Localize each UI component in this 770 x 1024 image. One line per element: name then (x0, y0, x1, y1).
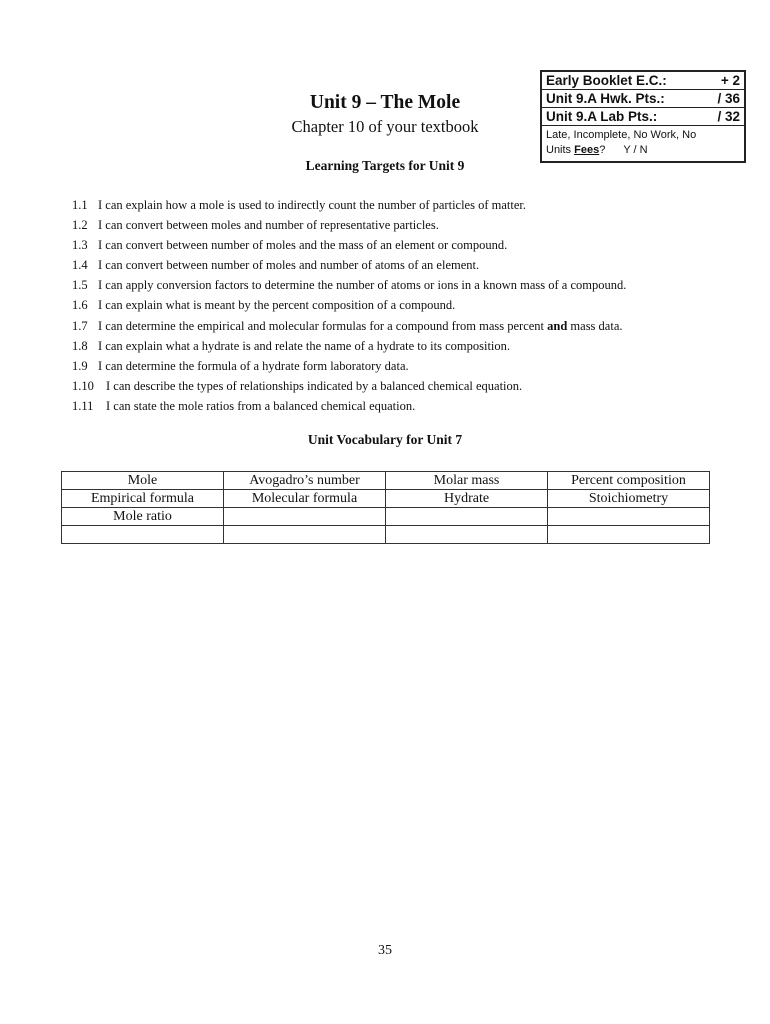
target-number: 1.4 (72, 258, 88, 273)
target-item (72, 215, 722, 235)
target-text: I can explain what a hydrate is and relate the name of a hydrate to its composition. (98, 338, 511, 353)
target-item (72, 376, 722, 396)
target-text: I can explain how a mole is used to indirectly count the number of particles of matter. (98, 198, 526, 212)
target-number: 1.11 (72, 398, 94, 413)
table-row (62, 508, 710, 526)
homework-points-label: Unit 9.A Hwk. Pts.: (546, 91, 665, 106)
vocab-cell: Empirical formula (62, 490, 224, 508)
late-note-question: ? (599, 144, 606, 156)
early-booklet-label: Early Booklet E.C.: (546, 73, 667, 88)
target-text: I can apply conversion factors to determine the number of atoms or ions in a known mass of a compound. (98, 278, 627, 293)
lab-points-value: / 32 (717, 109, 740, 124)
target-text: I can explain what is meant by the percent composition of a compound. (98, 298, 456, 313)
target-item (72, 255, 722, 275)
learning-targets-list (72, 195, 722, 416)
table-row (62, 490, 710, 508)
page-title: Unit 9 – The Mole (309, 92, 461, 113)
vocab-cell (548, 526, 710, 544)
late-note-line2 (546, 143, 740, 158)
target-item (72, 235, 722, 255)
vocab-cell: Molecular formula (224, 490, 386, 508)
late-note-line1: Late, Incomplete, No Work, No (546, 129, 697, 141)
target-item (72, 295, 722, 315)
table-row (62, 526, 710, 544)
lab-points-row (542, 108, 744, 126)
vocab-cell: Molar mass (386, 472, 548, 490)
yes-no-choice: Y / N (623, 144, 648, 156)
target-text: I can convert between moles and number of representative particles. (98, 218, 439, 233)
points-box (540, 70, 746, 163)
target-item (72, 356, 722, 376)
target-text: I can convert between number of moles and the mass of an element or compound. (98, 238, 508, 253)
vocab-cell: Stoichiometry (548, 490, 710, 508)
target-item (72, 316, 722, 336)
page-subtitle: Chapter 10 of your textbook (291, 117, 479, 136)
page-number: 35 (378, 943, 392, 958)
homework-points-value: / 36 (717, 91, 740, 106)
target-text: I can state the mole ratios from a balanced chemical equation. (106, 398, 416, 413)
late-note-fees: Fees (574, 144, 600, 156)
target-number: 1.1 (72, 198, 88, 212)
target-number: 1.2 (72, 218, 88, 233)
target-text-after: mass data. (567, 318, 623, 333)
target-number: 1.6 (72, 298, 88, 313)
vocab-cell: Mole ratio (62, 508, 224, 526)
vocab-cell (62, 526, 224, 544)
early-booklet-value: + 2 (720, 73, 740, 88)
learning-targets-heading: Learning Targets for Unit 9 (305, 158, 465, 173)
target-item (72, 336, 722, 356)
vocabulary-heading: Unit Vocabulary for Unit 7 (307, 432, 463, 447)
vocab-cell: Percent composition (548, 472, 710, 490)
vocab-cell (224, 526, 386, 544)
vocab-cell: Avogadro’s number (224, 472, 386, 490)
target-text: I can describe the types of relationships indicated by a balanced chemical equation. (106, 378, 523, 393)
target-number: 1.9 (72, 358, 88, 373)
vocab-cell: Hydrate (386, 490, 548, 508)
target-item (72, 275, 722, 295)
vocab-cell: Mole (62, 472, 224, 490)
target-number: 1.8 (72, 338, 88, 353)
target-text-bold: and (547, 318, 568, 333)
target-text: I can convert between number of moles and number of atoms of an element. (98, 258, 480, 273)
early-booklet-row (542, 72, 744, 90)
late-note-units: Units (546, 144, 572, 156)
target-item (72, 396, 722, 416)
table-row (62, 472, 710, 490)
target-text-before: I can determine the empirical and molecular formulas for a compound from mass percent (98, 318, 548, 333)
target-number: 1.10 (72, 378, 94, 393)
target-number: 1.5 (72, 278, 88, 293)
vocab-cell (386, 508, 548, 526)
target-text: I can determine the formula of a hydrate form laboratory data. (98, 358, 409, 373)
vocab-cell (224, 508, 386, 526)
homework-points-row (542, 90, 744, 108)
vocabulary-table (61, 471, 710, 544)
late-note (542, 126, 744, 161)
vocab-cell (386, 526, 548, 544)
lab-points-label: Unit 9.A Lab Pts.: (546, 109, 658, 124)
target-number: 1.3 (72, 238, 88, 253)
vocab-cell (548, 508, 710, 526)
target-item (72, 195, 722, 215)
target-number: 1.7 (72, 318, 88, 333)
